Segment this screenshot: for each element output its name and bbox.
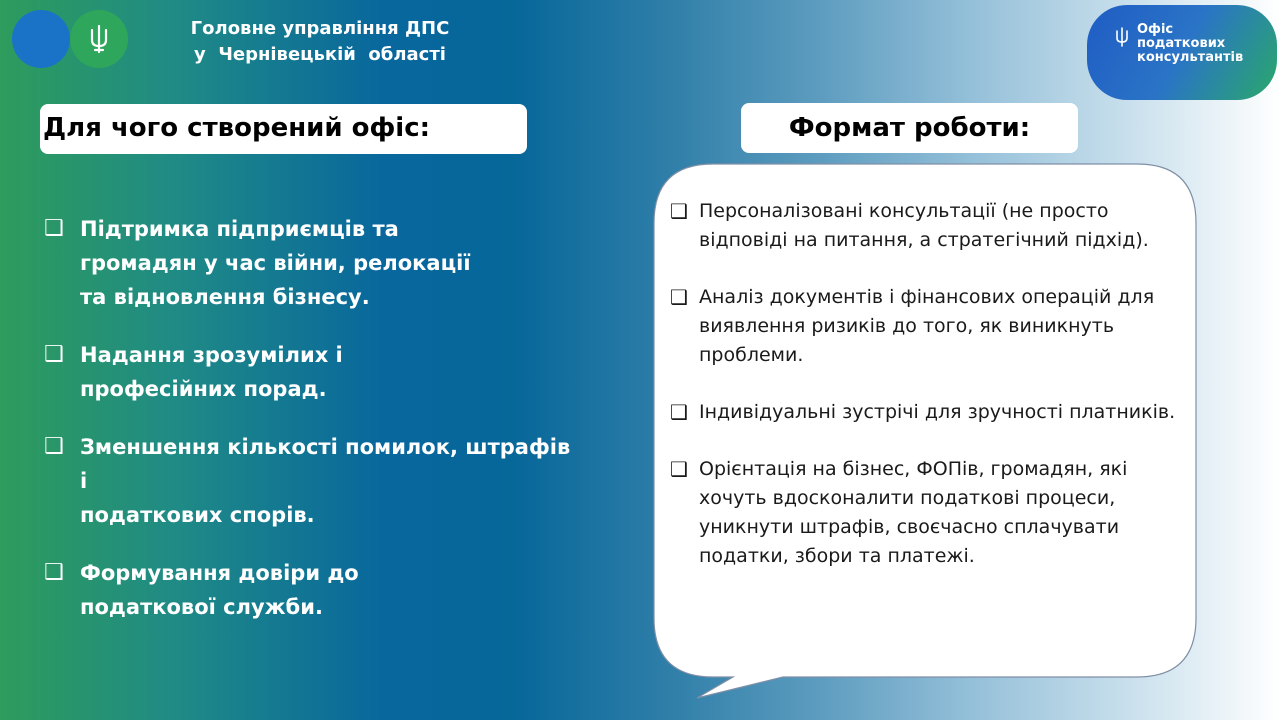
list-item-text: Аналіз документів і фінансових операцій для виявлення ризиків до того, як виникнуть проблеми. xyxy=(699,286,1155,366)
list-item-text: Підтримка підприємців та громадян у час війни, релокації та відновлення бізнесу. xyxy=(80,217,471,309)
list-item xyxy=(670,197,1190,255)
list-item xyxy=(670,398,1190,427)
emblem-circle-blue xyxy=(12,10,70,68)
checkbox-icon: ❑ xyxy=(670,400,688,424)
badge-line3: консультантів xyxy=(1137,50,1244,65)
trident-icon xyxy=(1115,27,1129,47)
badge-line1: Офіс xyxy=(1137,22,1174,37)
emblem-circle-green xyxy=(70,10,128,68)
checkbox-icon: ❑ xyxy=(44,560,64,585)
list-item xyxy=(44,338,584,406)
checkbox-icon: ❑ xyxy=(670,285,688,309)
checkbox-icon: ❑ xyxy=(44,342,64,367)
checkbox-icon: ❑ xyxy=(44,216,64,241)
office-badge xyxy=(1087,5,1277,100)
left-section-heading: Для чого створений офіс: xyxy=(40,104,527,154)
list-item xyxy=(670,455,1190,571)
left-list xyxy=(44,212,584,648)
list-item xyxy=(44,430,584,532)
list-item-text: Персоналізовані консультації (не просто відповіді на питання, а стратегічний підхід). xyxy=(699,200,1149,251)
agency-title xyxy=(170,16,470,68)
right-list xyxy=(670,197,1190,599)
list-item xyxy=(670,283,1190,370)
checkbox-icon: ❑ xyxy=(670,199,688,223)
trident-icon xyxy=(88,24,110,54)
list-item-text: Зменшення кількості помилок, штрафів і податкових спорів. xyxy=(80,435,571,527)
right-section-heading: Формат роботи: xyxy=(741,103,1078,153)
checkbox-icon: ❑ xyxy=(44,434,64,459)
agency-title-line1: Головне управління ДПС xyxy=(190,18,450,39)
list-item xyxy=(44,556,584,624)
agency-title-line2: у Чернівецькій області xyxy=(194,44,446,65)
list-item-text: Індивідуальні зустрічі для зручності платників. xyxy=(699,401,1176,423)
badge-line2: податкових xyxy=(1137,36,1226,51)
checkbox-icon: ❑ xyxy=(670,457,688,481)
list-item-text: Орієнтація на бізнес, ФОПів, громадян, які хочуть вдосконалити податкові процеси, уникнути штрафів, своєчасно сплачувати податки, збори та платежі. xyxy=(699,458,1128,567)
list-item-text: Формування довіри до податкової служби. xyxy=(80,561,359,619)
list-item-text: Надання зрозумілих і професійних порад. xyxy=(80,343,343,401)
list-item xyxy=(44,212,584,314)
